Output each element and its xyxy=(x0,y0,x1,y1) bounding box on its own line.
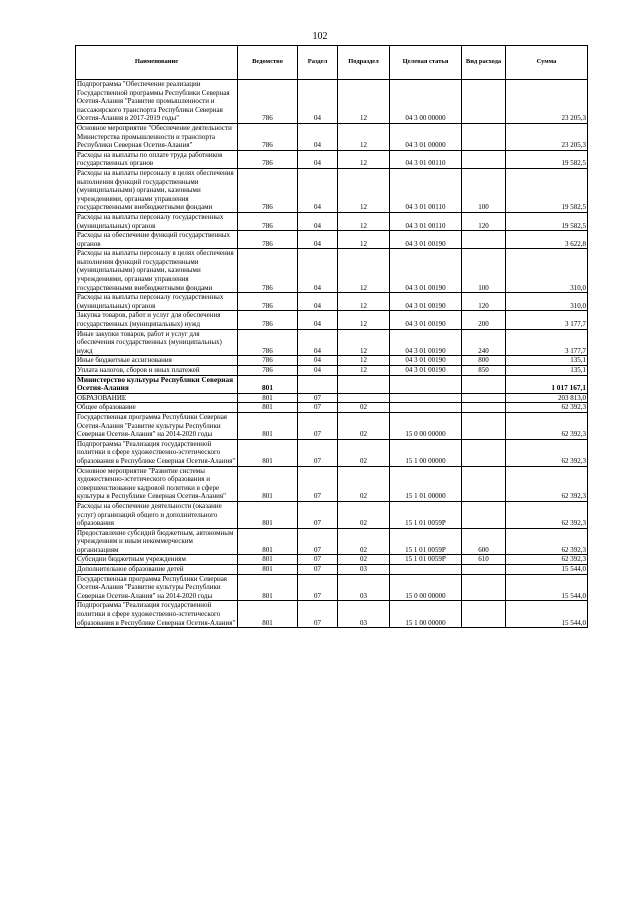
row-exp-type-cell xyxy=(462,80,506,124)
row-subsection-cell: 02 xyxy=(338,555,390,565)
row-name-cell: Подпрограмма "Обеспечение реализации Государственной программы Республики Северная Осетия-Алания "Развитие промышленности и пассажирского транспорта Республики Северная Осетия-Алания в 2017-2019 годы" xyxy=(76,80,238,124)
row-exp-type-cell: 800 xyxy=(462,356,506,366)
row-exp-type-cell xyxy=(462,375,506,393)
header-target: Целевая статья xyxy=(390,46,462,80)
row-subsection-cell: 12 xyxy=(338,80,390,124)
table-row xyxy=(76,565,588,575)
row-section-cell: 04 xyxy=(298,293,338,311)
row-amount-cell: 310,0 xyxy=(506,293,588,311)
row-name-cell: Основное мероприятие "Развитие системы художественно-эстетического образования и совершенствование кадровой политики в сфере культуры в Республике Северная Осетия-Алания" xyxy=(76,466,238,501)
row-section-cell xyxy=(298,375,338,393)
row-exp-type-cell: 610 xyxy=(462,555,506,565)
row-amount-cell: 310,0 xyxy=(506,249,588,293)
row-dept-cell: 786 xyxy=(238,123,298,150)
row-exp-type-cell xyxy=(462,393,506,403)
row-amount-cell: 19 582,5 xyxy=(506,150,588,168)
row-name-cell: Закупка товаров, работ и услуг для обеспечения государственных (муниципальных) нужд xyxy=(76,311,238,329)
row-amount-cell: 62 392,3 xyxy=(506,528,588,555)
table-row xyxy=(76,168,588,212)
row-dept-cell: 801 xyxy=(238,555,298,565)
row-target-cell: 15 1 01 0059Р xyxy=(390,555,462,565)
table-row xyxy=(76,393,588,403)
row-amount-cell: 135,1 xyxy=(506,356,588,366)
row-amount-cell: 62 392,3 xyxy=(506,466,588,501)
row-target-cell: 04 3 00 00000 xyxy=(390,80,462,124)
row-exp-type-cell xyxy=(462,412,506,439)
row-name-cell: Предоставление субсидий бюджетным, автономным учреждениям и иным некоммерческим организациям xyxy=(76,528,238,555)
row-section-cell: 07 xyxy=(298,565,338,575)
row-name-cell: Дополнительное образование детей xyxy=(76,565,238,575)
row-target-cell: 15 0 00 00000 xyxy=(390,574,462,601)
row-dept-cell: 786 xyxy=(238,366,298,376)
row-dept-cell: 786 xyxy=(238,329,298,356)
row-section-cell: 07 xyxy=(298,601,338,628)
row-subsection-cell: 12 xyxy=(338,249,390,293)
row-dept-cell: 801 xyxy=(238,574,298,601)
row-dept-cell: 801 xyxy=(238,466,298,501)
row-target-cell: 04 3 01 00000 xyxy=(390,123,462,150)
row-subsection-cell xyxy=(338,375,390,393)
row-section-cell: 04 xyxy=(298,80,338,124)
header-dept: Ведомство xyxy=(238,46,298,80)
row-exp-type-cell: 600 xyxy=(462,528,506,555)
row-subsection-cell: 03 xyxy=(338,601,390,628)
row-name-cell: Расходы на выплаты по оплате труда работников государственных органов xyxy=(76,150,238,168)
row-name-cell: Расходы на выплаты персоналу государственных (муниципальных) органов xyxy=(76,293,238,311)
row-dept-cell: 786 xyxy=(238,311,298,329)
row-section-cell: 04 xyxy=(298,249,338,293)
row-name-cell: Подпрограмма "Реализация государственной политики в сфере художественно-эстетического образования в Республике Северная Осетия-Алания" xyxy=(76,439,238,466)
row-section-cell: 04 xyxy=(298,366,338,376)
row-target-cell: 04 3 01 00190 xyxy=(390,356,462,366)
row-target-cell: 04 3 01 00190 xyxy=(390,329,462,356)
row-name-cell: Министерство культуры Республики Северная Осетия-Алания xyxy=(76,375,238,393)
row-amount-cell: 15 544,0 xyxy=(506,574,588,601)
row-dept-cell: 801 xyxy=(238,412,298,439)
table-row xyxy=(76,528,588,555)
row-exp-type-cell: 850 xyxy=(462,366,506,376)
row-section-cell: 04 xyxy=(298,168,338,212)
row-section-cell: 07 xyxy=(298,393,338,403)
row-subsection-cell: 12 xyxy=(338,293,390,311)
table-row xyxy=(76,403,588,413)
header-section: Раздел xyxy=(298,46,338,80)
row-name-cell: Расходы на обеспечение функций государственных органов xyxy=(76,231,238,249)
row-target-cell: 04 3 01 00190 xyxy=(390,366,462,376)
row-amount-cell: 62 392,3 xyxy=(506,555,588,565)
row-amount-cell: 3 177,7 xyxy=(506,329,588,356)
row-subsection-cell: 12 xyxy=(338,356,390,366)
row-name-cell: Государственная программа Республики Северная Осетия-Алания "Развитие культуры Республики Северная Осетия-Алания" на 2014-2020 годы xyxy=(76,412,238,439)
row-dept-cell: 801 xyxy=(238,393,298,403)
table-row xyxy=(76,601,588,628)
table-row xyxy=(76,555,588,565)
row-amount-cell: 19 582,5 xyxy=(506,212,588,230)
row-name-cell: Государственная программа Республики Северная Осетия-Алания "Развитие культуры Республики Северная Осетия-Алания" на 2014-2020 годы xyxy=(76,574,238,601)
row-exp-type-cell xyxy=(462,123,506,150)
row-subsection-cell: 12 xyxy=(338,366,390,376)
row-subsection-cell: 02 xyxy=(338,412,390,439)
row-exp-type-cell xyxy=(462,439,506,466)
row-amount-cell: 135,1 xyxy=(506,366,588,376)
row-target-cell: 04 3 01 00190 xyxy=(390,231,462,249)
row-name-cell: Основное мероприятие "Обеспечение деятельности Министерства промышленности и транспорта Республики Северная Осетия-Алания" xyxy=(76,123,238,150)
table-row xyxy=(76,311,588,329)
row-section-cell: 07 xyxy=(298,439,338,466)
table-row xyxy=(76,123,588,150)
row-target-cell: 15 1 01 00000 xyxy=(390,466,462,501)
row-section-cell: 04 xyxy=(298,311,338,329)
table-row xyxy=(76,466,588,501)
row-amount-cell: 1 017 167,1 xyxy=(506,375,588,393)
row-exp-type-cell xyxy=(462,601,506,628)
row-target-cell: 15 1 00 00000 xyxy=(390,601,462,628)
row-subsection-cell: 03 xyxy=(338,574,390,601)
row-exp-type-cell xyxy=(462,403,506,413)
row-exp-type-cell: 240 xyxy=(462,329,506,356)
row-exp-type-cell xyxy=(462,501,506,528)
row-section-cell: 07 xyxy=(298,528,338,555)
row-subsection-cell xyxy=(338,393,390,403)
row-dept-cell: 786 xyxy=(238,231,298,249)
table-row xyxy=(76,439,588,466)
row-name-cell: Иные закупки товаров, работ и услуг для обеспечения государственных (муниципальных) нужд xyxy=(76,329,238,356)
row-dept-cell: 786 xyxy=(238,356,298,366)
row-dept-cell: 801 xyxy=(238,375,298,393)
row-target-cell xyxy=(390,565,462,575)
row-section-cell: 04 xyxy=(298,329,338,356)
row-section-cell: 04 xyxy=(298,212,338,230)
row-amount-cell: 62 392,3 xyxy=(506,501,588,528)
row-amount-cell: 62 392,3 xyxy=(506,403,588,413)
row-exp-type-cell: 120 xyxy=(462,212,506,230)
row-dept-cell: 786 xyxy=(238,80,298,124)
row-amount-cell: 15 544,0 xyxy=(506,601,588,628)
row-name-cell: Субсидии бюджетным учреждениям xyxy=(76,555,238,565)
row-exp-type-cell: 100 xyxy=(462,249,506,293)
table-row xyxy=(76,356,588,366)
row-target-cell: 04 3 01 00190 xyxy=(390,249,462,293)
row-target-cell: 04 3 01 00110 xyxy=(390,168,462,212)
row-dept-cell: 801 xyxy=(238,565,298,575)
row-section-cell: 04 xyxy=(298,231,338,249)
row-subsection-cell: 02 xyxy=(338,466,390,501)
table-row xyxy=(76,212,588,230)
row-exp-type-cell: 100 xyxy=(462,168,506,212)
row-section-cell: 07 xyxy=(298,412,338,439)
row-target-cell: 15 1 01 0059Р xyxy=(390,501,462,528)
row-target-cell: 04 3 01 00110 xyxy=(390,150,462,168)
row-amount-cell: 3 622,8 xyxy=(506,231,588,249)
row-amount-cell: 62 392,3 xyxy=(506,412,588,439)
row-target-cell xyxy=(390,403,462,413)
row-target-cell: 15 1 01 0059Р xyxy=(390,528,462,555)
row-target-cell xyxy=(390,375,462,393)
row-exp-type-cell: 120 xyxy=(462,293,506,311)
row-exp-type-cell: 200 xyxy=(462,311,506,329)
row-amount-cell: 15 544,0 xyxy=(506,565,588,575)
row-section-cell: 04 xyxy=(298,123,338,150)
row-amount-cell: 23 205,3 xyxy=(506,80,588,124)
row-amount-cell: 3 177,7 xyxy=(506,311,588,329)
row-dept-cell: 801 xyxy=(238,501,298,528)
row-section-cell: 04 xyxy=(298,356,338,366)
row-target-cell: 04 3 01 00190 xyxy=(390,293,462,311)
row-dept-cell: 801 xyxy=(238,403,298,413)
row-exp-type-cell xyxy=(462,150,506,168)
table-row xyxy=(76,366,588,376)
row-dept-cell: 786 xyxy=(238,212,298,230)
row-subsection-cell: 12 xyxy=(338,311,390,329)
header-exp-type: Вид расхода xyxy=(462,46,506,80)
table-row xyxy=(76,293,588,311)
row-subsection-cell: 02 xyxy=(338,528,390,555)
row-dept-cell: 786 xyxy=(238,293,298,311)
row-subsection-cell: 12 xyxy=(338,168,390,212)
row-target-cell xyxy=(390,393,462,403)
row-subsection-cell: 03 xyxy=(338,565,390,575)
row-amount-cell: 23 205,3 xyxy=(506,123,588,150)
row-subsection-cell: 12 xyxy=(338,212,390,230)
row-dept-cell: 786 xyxy=(238,168,298,212)
row-dept-cell: 786 xyxy=(238,249,298,293)
table-row xyxy=(76,412,588,439)
table-row xyxy=(76,501,588,528)
header-amount: Сумма xyxy=(506,46,588,80)
row-exp-type-cell xyxy=(462,565,506,575)
row-exp-type-cell xyxy=(462,466,506,501)
row-section-cell: 07 xyxy=(298,555,338,565)
row-exp-type-cell xyxy=(462,574,506,601)
row-section-cell: 07 xyxy=(298,501,338,528)
row-name-cell: Расходы на выплаты персоналу государственных (муниципальных) органов xyxy=(76,212,238,230)
row-target-cell: 15 0 00 00000 xyxy=(390,412,462,439)
page-number: 102 xyxy=(312,31,328,42)
row-target-cell: 04 3 01 00190 xyxy=(390,311,462,329)
table-row xyxy=(76,329,588,356)
row-section-cell: 07 xyxy=(298,574,338,601)
row-dept-cell: 786 xyxy=(238,150,298,168)
table-row xyxy=(76,150,588,168)
row-dept-cell: 801 xyxy=(238,439,298,466)
row-subsection-cell: 12 xyxy=(338,150,390,168)
row-name-cell: Расходы на выплаты персоналу в целях обеспечения выполнения функций государственными (муниципальными) органами, казенными учреждениями, органами управления государственными внебюджетными фондами xyxy=(76,168,238,212)
header-subsection: Подраздел xyxy=(338,46,390,80)
row-amount-cell: 62 392,3 xyxy=(506,439,588,466)
table-row xyxy=(76,249,588,293)
table-row xyxy=(76,231,588,249)
row-section-cell: 07 xyxy=(298,466,338,501)
row-subsection-cell: 02 xyxy=(338,403,390,413)
table-header-row xyxy=(76,46,588,80)
row-target-cell: 04 3 01 00110 xyxy=(390,212,462,230)
row-amount-cell: 203 813,0 xyxy=(506,393,588,403)
row-section-cell: 07 xyxy=(298,403,338,413)
row-name-cell: Иные бюджетные ассигнования xyxy=(76,356,238,366)
table-row xyxy=(76,375,588,393)
row-amount-cell: 19 582,5 xyxy=(506,168,588,212)
row-dept-cell: 801 xyxy=(238,528,298,555)
row-name-cell: ОБРАЗОВАНИЕ xyxy=(76,393,238,403)
row-exp-type-cell xyxy=(462,231,506,249)
row-subsection-cell: 12 xyxy=(338,329,390,356)
row-target-cell: 15 1 00 00000 xyxy=(390,439,462,466)
row-section-cell: 04 xyxy=(298,150,338,168)
row-subsection-cell: 12 xyxy=(338,123,390,150)
row-subsection-cell: 12 xyxy=(338,231,390,249)
budget-table xyxy=(75,45,588,628)
row-name-cell: Расходы на обеспечение деятельности (оказание услуг) организаций общего и дополнительного образования xyxy=(76,501,238,528)
row-subsection-cell: 02 xyxy=(338,439,390,466)
table-row xyxy=(76,574,588,601)
row-name-cell: Уплата налогов, сборов и иных платежей xyxy=(76,366,238,376)
row-name-cell: Общее образование xyxy=(76,403,238,413)
header-name: Наименование xyxy=(76,46,238,80)
table-row xyxy=(76,80,588,124)
row-name-cell: Расходы на выплаты персоналу в целях обеспечения выполнения функций государственными (муниципальными) органами, казенными учреждениями, органами управления государственными внебюджетными фондами xyxy=(76,249,238,293)
row-name-cell: Подпрограмма "Реализация государственной политики в сфере художественно-эстетического образования в Республике Северная Осетия-Алания" xyxy=(76,601,238,628)
row-dept-cell: 801 xyxy=(238,601,298,628)
row-subsection-cell: 02 xyxy=(338,501,390,528)
